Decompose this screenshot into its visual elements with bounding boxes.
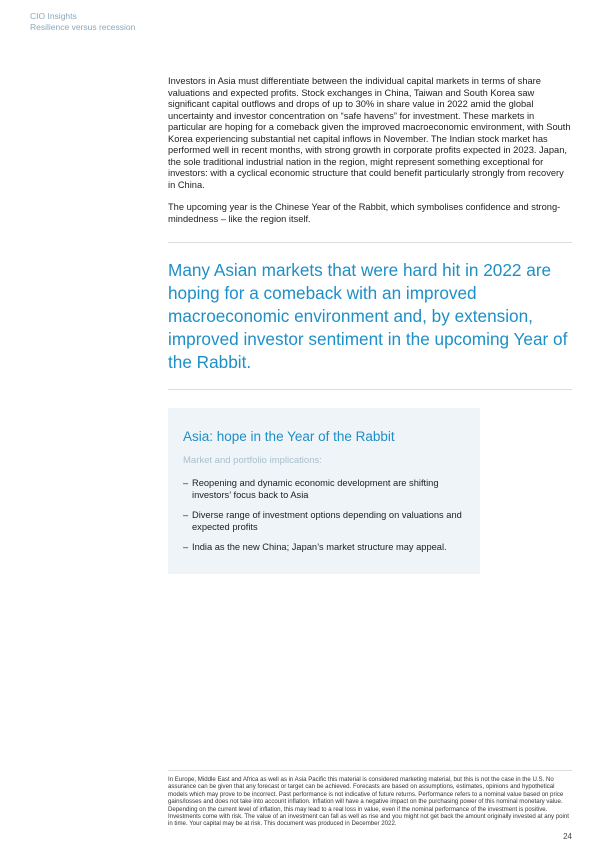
body-text (168, 76, 572, 236)
header-title: CIO Insights (30, 11, 77, 21)
disclaimer-footnote: In Europe, Middle East and Africa as well as in Asia Pacific this material is considered marketing material, but this is not the case in the U.S. No assurance can be given that any forecast or target can be achieved. Forecasts are based on assumptions, estimates, opinions and hypothetical models which may prove to be incorrect. Past performance is not indicative of future returns. Performance refers to a nominal value based on price gains/losses and does not take into account inflation. Inflation will have a negative impact on the purchasing power of this nominal monetary value. Depending on the current level of inflation, this may lead to a real loss in value, even if the nominal performance of the investment is positive. Investments come with risk. The value of an investment can fall as well as rise and you might not get back the amount originally invested at any point in time. Your capital may be at risk. This document was produced in December 2022. (168, 770, 572, 828)
page-number: 24 (563, 832, 572, 841)
implications-list (183, 478, 468, 563)
list-item-text: Diverse range of investment options depending on valuations and expected profits (192, 510, 462, 532)
body-paragraph-1: Investors in Asia must differentiate between the individual capital markets in terms of share valuations and expected profits. Stock exchanges in China, Taiwan and South Korea saw significant capital outflows and drops of up to 30% in share value in 2022 amid the global uncertainty and investor concentration on “safe havens” for investment. These markets in particular are hoping for a comeback given the improved macroeconomic environment, with South Korea experiencing substantial net capital inflows in November. The Indian stock market has performed well in recent months, with strong growth in corporate profits expected in 2023. Japan, the sole traditional industrial nation in the region, might represent something exceptional for investors: with a cyclical economic structure that could benefit particularly strongly from recovery in China. (168, 76, 571, 190)
pull-quote: Many Asian markets that were hard hit in 2022 are hoping for a comeback with an improved macroeconomic environment and, by extension, improved investor sentiment in the upcoming Year of the Rabbit. (168, 260, 568, 372)
info-box-subtitle: Market and portfolio implications: (183, 455, 322, 466)
list-item (183, 542, 468, 554)
header-subtitle: Resilience versus recession (30, 22, 136, 32)
pull-quote-bottom-divider (168, 389, 572, 390)
dash-bullet: – (183, 478, 189, 488)
body-paragraph-2: The upcoming year is the Chinese Year of the Rabbit, which symbolises confidence and strong-mindedness – like the region itself. (168, 202, 561, 224)
dash-bullet: – (183, 542, 189, 552)
dash-bullet: – (183, 510, 189, 520)
pull-quote-section (168, 242, 572, 390)
info-box (168, 408, 480, 574)
list-item-text: Reopening and dynamic economic development are shifting investors’ focus back to Asia (192, 478, 439, 500)
running-header (30, 11, 135, 33)
info-box-title: Asia: hope in the Year of the Rabbit (183, 429, 395, 444)
list-item (183, 478, 468, 501)
list-item (183, 510, 468, 533)
list-item-text: India as the new China; Japan’s market structure may appeal. (192, 542, 447, 552)
